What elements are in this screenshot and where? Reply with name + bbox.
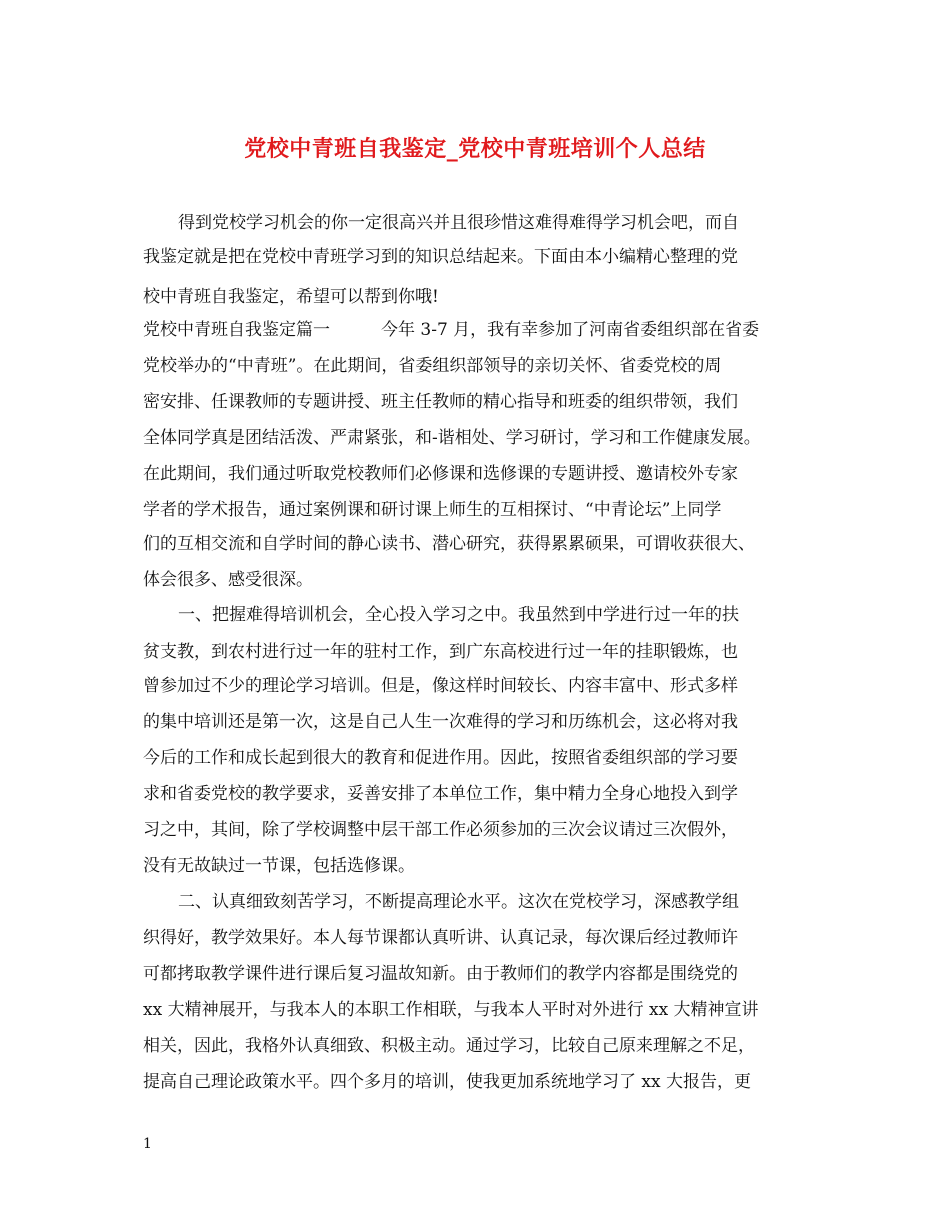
body-line: 密安排、任课教师的专题讲授、班主任教师的精心指导和班委的组织带领，我们 [143, 392, 738, 412]
body-line: 曾参加过不少的理论学习培训。但是，像这样时间较长、内容丰富中、形式多样 [143, 676, 738, 696]
body-line: 学者的学术报告，通过案例课和研讨课上师生的互相探讨、“中青论坛”上同学 [143, 500, 722, 520]
document-title: 党校中青班自我鉴定_党校中青班培训个人总结 [244, 136, 706, 162]
body-line: 没有无故缺过一节课，包括选修课。 [143, 856, 415, 876]
body-line: 得到党校学习机会的你一定很高兴并且很珍惜这难得难得学习机会吧，而自 [178, 213, 739, 233]
body-line: 体会很多、感受很深。 [143, 570, 313, 590]
body-line: 求和省委党校的教学要求，妥善安排了本单位工作，集中精力全身心地投入到学 [143, 784, 738, 804]
body-line: 们的互相交流和自学时间的静心读书、潜心研究，获得累累硕果，可谓收获很大、 [143, 534, 755, 554]
body-line: 二、认真细致刻苦学习，不断提高理论水平。这次在党校学习，深感教学组 [178, 892, 739, 912]
body-line: 习之中，其间，除了学校调整中层干部工作必须参加的三次会议请过三次假外， [143, 820, 738, 840]
body-line: 全体同学真是团结活泼、严肃紧张，和-谐相处、学习研讨，学习和工作健康发展。 [143, 428, 761, 448]
body-line: 提高自己理论政策水平。四个多月的培训，使我更加系统地学习了 xx 大报告，更 [143, 1072, 751, 1092]
body-line: xx 大精神展开，与我本人的本职工作相联，与我本人平时对外进行 xx 大精神宣讲 [143, 1000, 759, 1020]
body-line: 校中青班自我鉴定，希望可以帮到你哦! [143, 287, 439, 307]
page-number: 1 [143, 1136, 152, 1152]
body-line: 一、把握难得培训机会，全心投入学习之中。我虽然到中学进行过一年的扶 [178, 605, 739, 625]
body-line: 织得好，教学效果好。本人每节课都认真听讲、认真记录，每次课后经过教师许 [143, 928, 738, 948]
body-line: 在此期间，我们通过听取党校教师们必修课和选修课的专题讲授、邀请校外专家 [143, 464, 738, 484]
body-line: 我鉴定就是把在党校中青班学习到的知识总结起来。下面由本小编精心整理的党 [143, 247, 738, 267]
body-line: 的集中培训还是第一次，这是自己人生一次难得的学习和历练机会，这必将对我 [143, 712, 738, 732]
body-line: 党校中青班自我鉴定篇一 今年 3-7 月，我有幸参加了河南省委组织部在省委 [143, 320, 760, 340]
body-line: 贫支教，到农村进行过一年的驻村工作，到广东高校进行过一年的挂职锻炼，也 [143, 642, 738, 662]
body-line: 党校举办的“中青班”。在此期间，省委组织部领导的亲切关怀、省委党校的周 [143, 356, 722, 376]
body-line: 可都拷取教学课件进行课后复习温故知新。由于教师们的教学内容都是围绕党的 [143, 964, 738, 984]
body-line: 今后的工作和成长起到很大的教育和促进作用。因此，按照省委组织部的学习要 [143, 748, 738, 768]
body-line: 相关，因此，我格外认真细致、积极主动。通过学习，比较自己原来理解之不足， [143, 1036, 755, 1056]
